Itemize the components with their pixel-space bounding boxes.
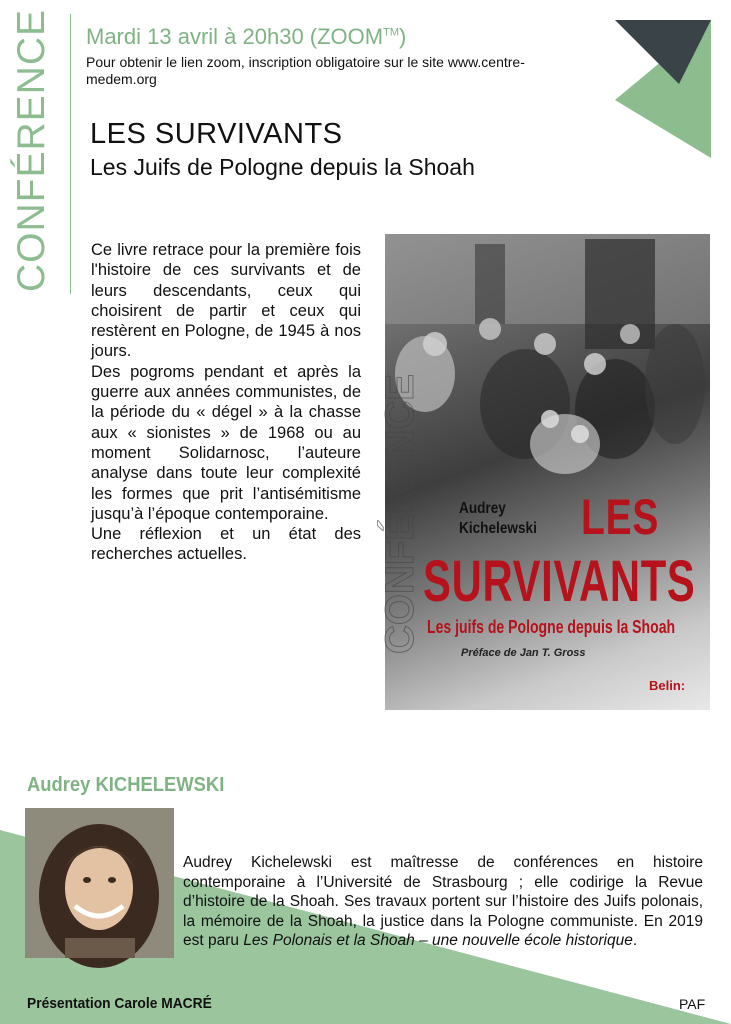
talk-title: LES SURVIVANTS [90,118,343,150]
cover-title-line-1: LES [581,489,660,545]
description-paragraph: Une réflexion et un état des recherches actuelles. [91,525,361,564]
vertical-divider [70,14,71,294]
event-date [86,24,406,50]
book-description [91,240,361,565]
cover-author-last: Kichelewski [459,520,537,537]
cover-subtitle: Les juifs de Pologne depuis la Shoah [427,617,676,637]
cover-photo-silhouettes [378,234,710,710]
bio-book-title: Les Polonais et la Shoah – une nouvelle école historique [243,932,633,949]
registration-note: Pour obtenir le lien zoom, inscription obligatoire sur le site www.centre-medem.org [86,54,525,87]
description-paragraph: Des pogroms pendant et après la guerre aux années communistes, de la période du « dégel » à la chasse aux « sionistes » de 1968 ou au moment Solidarnosc, l’auteure analyse dans toute leur complexité les formes que prit l’antisémitisme jusqu’à l’époque contemporaine. [91,362,361,523]
svg-text:CONFÉRENCE: CONFÉRENCE [378,373,422,654]
conference-vertical-label: CONFÉRENCE [10,8,53,292]
cover-author [459,499,537,539]
bio-text: Audrey Kichelewski est maîtresse de conférences en histoire contemporaine à l’Université de Strasbourg ; elle codirige la Revue d’histoire de la Shoah. Ses travaux portent sur l’histoire des Juifs polonais, la mémoire de la Shoah, la justice dans la Pologne communiste. En 2019 est paru [183,854,703,949]
author-bio [183,853,703,951]
cover-title-line-2: SURVIVANTS [423,549,696,614]
event-date-text: Mardi 13 avril à 20h30 (ZOOM [86,24,384,49]
bio-end: . [632,932,638,949]
trademark: TM [383,26,399,39]
cover-author-first: Audrey [459,500,506,517]
cover-preface: Préface de Jan T. Gross [461,647,586,659]
talk-subtitle: Les Juifs de Pologne depuis la Shoah [90,154,475,180]
book-cover-image [378,234,710,710]
description-paragraph: Ce livre retrace pour la première fois l'histoire de ces survivants et de leurs descendants, ceux qui choisirent de partir et ceux qui restèrent en Pologne, de 1945 à nos jours. [91,241,361,361]
author-heading: Audrey KICHELEWSKI [27,774,225,796]
corner-triangles [615,20,711,160]
event-date-close: ) [399,24,407,49]
presenter-credit: Présentation Carole MACRÉ [27,995,212,1012]
portrait-illustration [25,808,174,958]
price-label: PAF [679,996,706,1012]
author-photo [25,808,174,958]
cover-publisher-logo: Belin: [649,678,686,693]
